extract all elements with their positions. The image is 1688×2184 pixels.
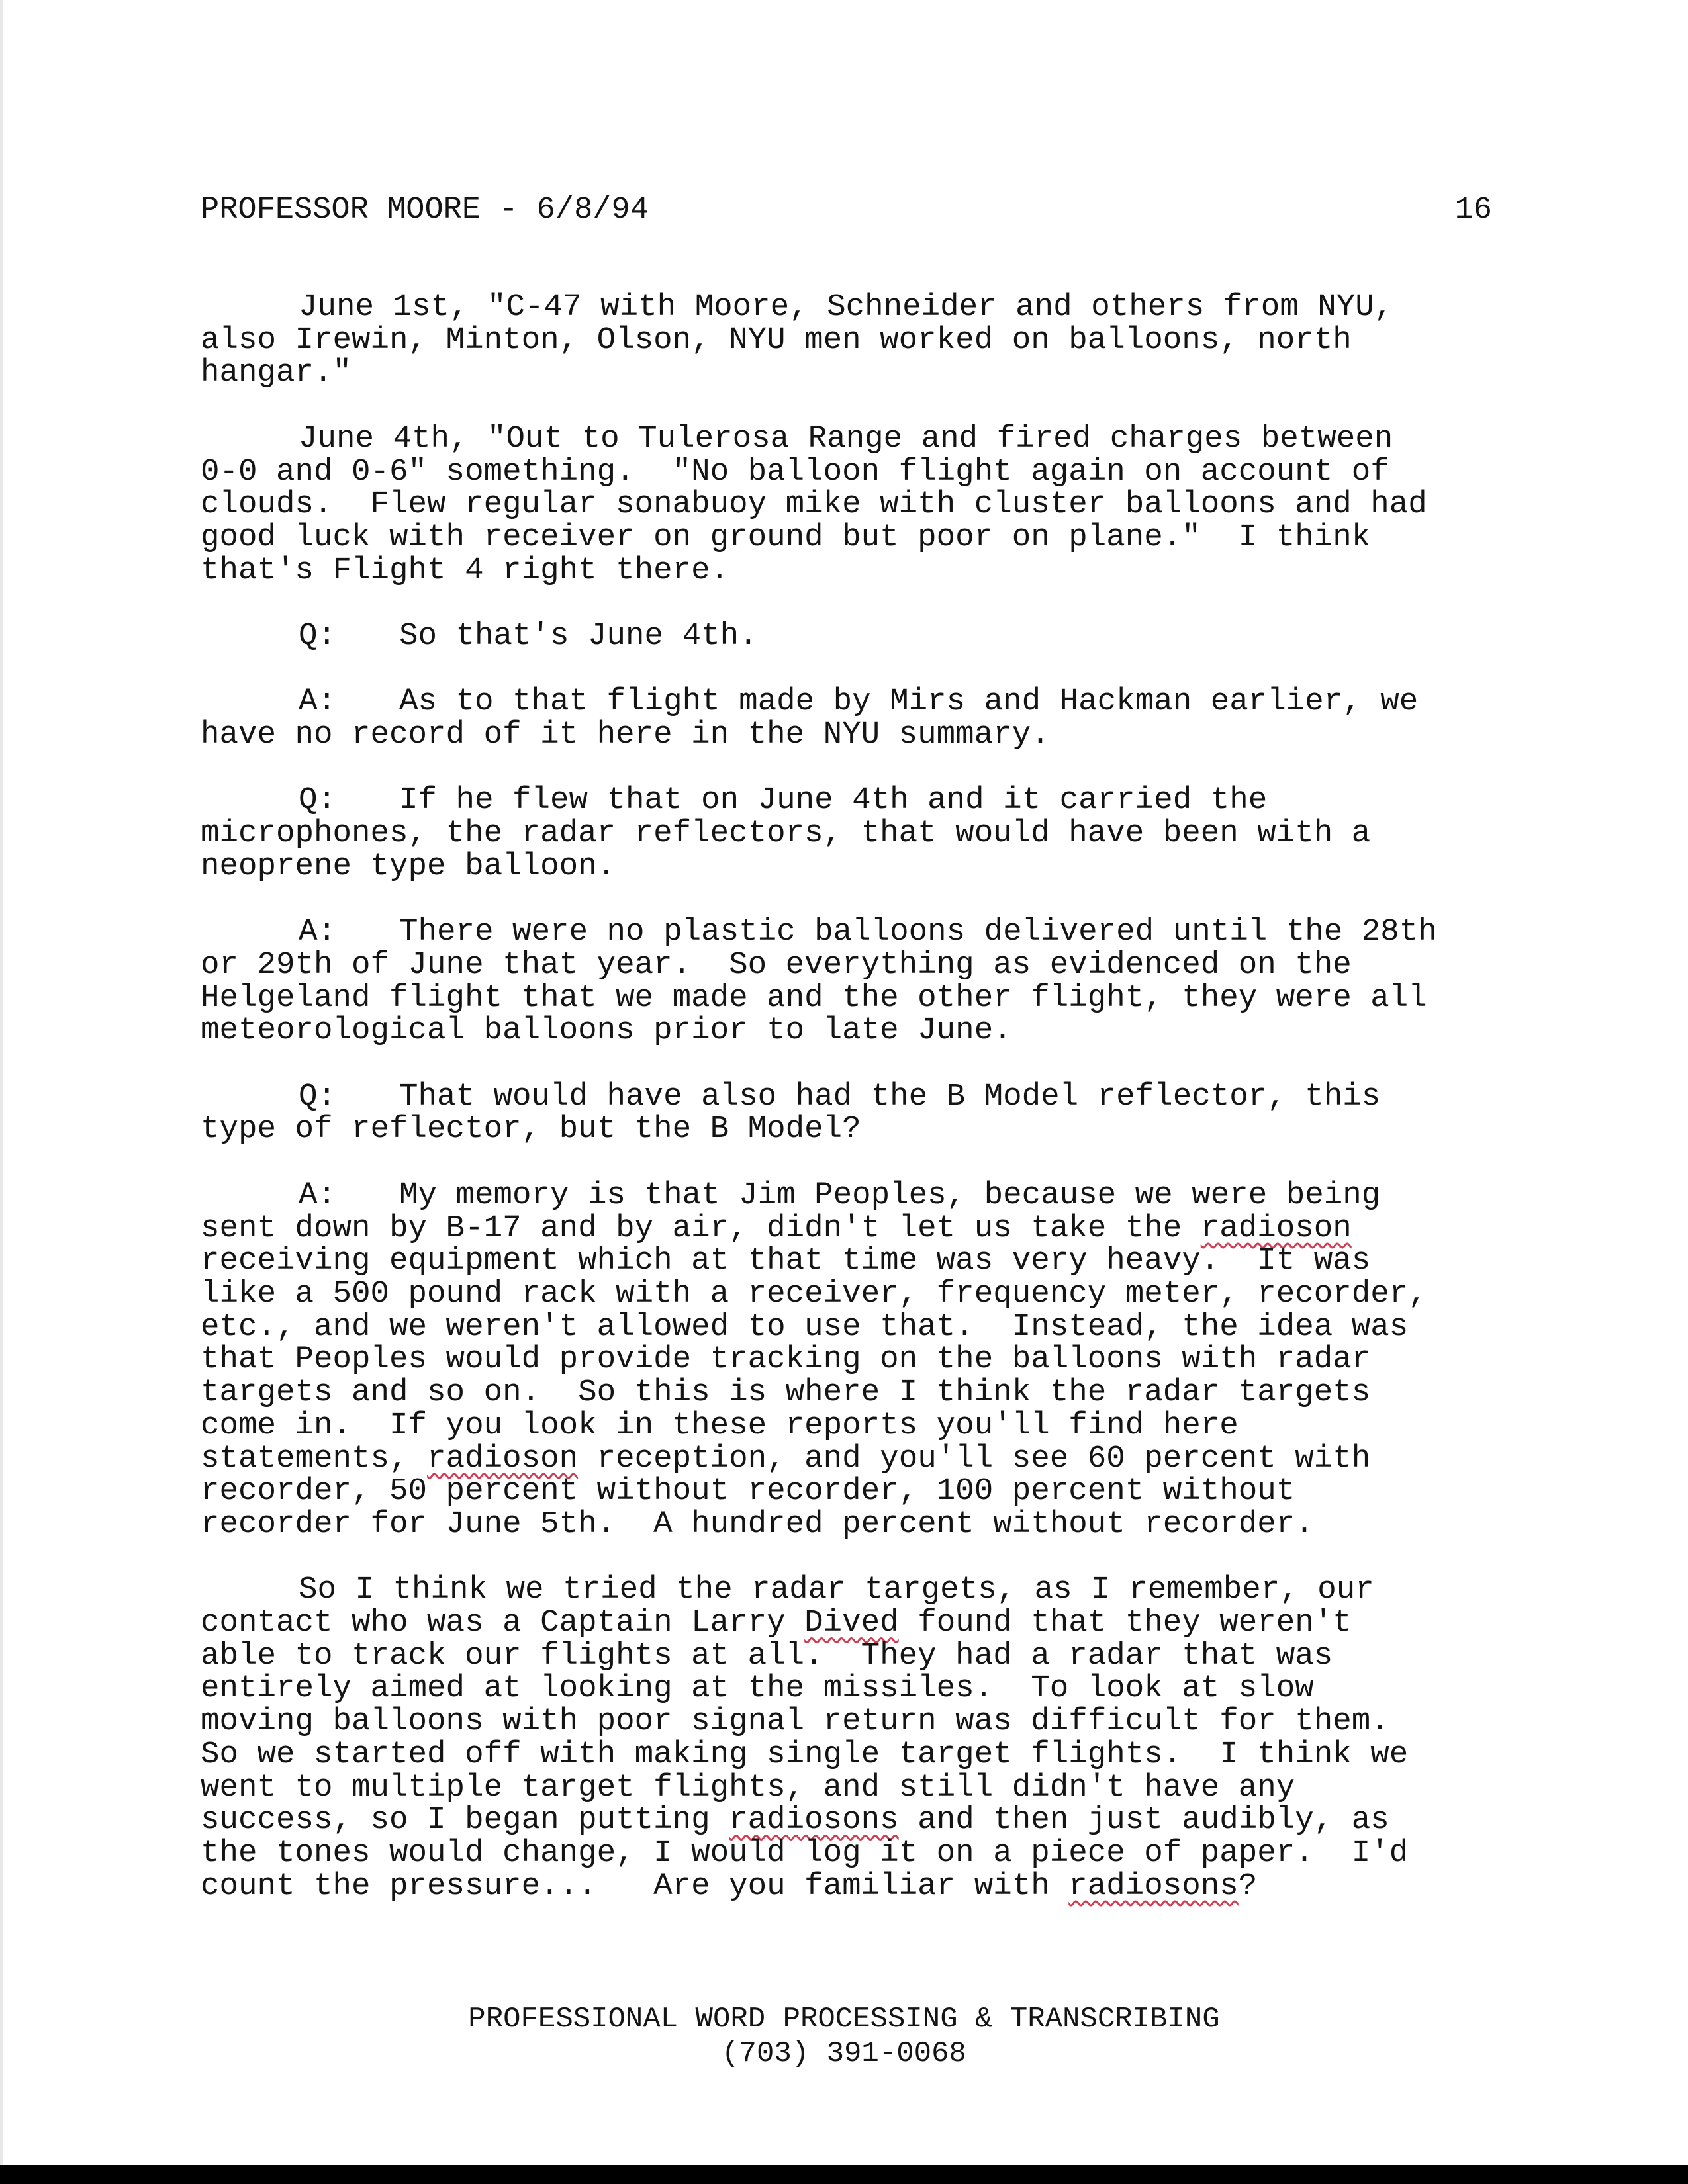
line-text: have no record of it here in the NYU summary.	[201, 717, 1050, 753]
text-line	[201, 1706, 1511, 1739]
spellcheck-marked-word: radiosons	[1068, 1868, 1239, 1904]
transcript-paragraph	[201, 420, 1511, 588]
speaker-label: A:	[299, 914, 337, 950]
spellcheck-marked-word: Dived	[804, 1605, 899, 1641]
text-line	[201, 946, 1511, 983]
line-text: that Peoples would provide tracking on the balloons with radar	[201, 1342, 1371, 1378]
line-text: count the pressure... Are you familiar with radiosons?	[201, 1868, 1258, 1904]
text-line	[201, 979, 1511, 1016]
text-line	[201, 1113, 1511, 1146]
line-text: that's Flight 4 right there.	[201, 552, 729, 588]
footer	[0, 2002, 1688, 2071]
line-text: So I think we tried the radar targets, as I remember, our	[299, 1572, 1374, 1608]
document-header-title: PROFESSOR MOORE - 6/8/94	[201, 193, 649, 228]
scan-bottom-border	[0, 2165, 1688, 2184]
line-text: moving balloons with poor signal return was difficult for them.	[201, 1704, 1389, 1740]
line-text: the tones would change, I would log it on a piece of paper. I'd	[201, 1835, 1409, 1871]
text-line	[201, 1837, 1511, 1870]
text-line	[201, 453, 1511, 490]
line-text: June 4th, "Out to Tulerosa Range and fired charges between	[299, 420, 1393, 457]
qa-paragraph	[201, 916, 1511, 1048]
text-line	[201, 420, 1511, 457]
transcript-paragraph	[201, 1574, 1511, 1903]
line-text: If he flew that on June 4th and it carried the	[399, 782, 1268, 819]
line-text: good luck with receiver on ground but poor on plane." I think	[201, 519, 1371, 555]
text-line	[201, 552, 1511, 588]
text-line	[201, 1475, 1511, 1508]
footer-phone-number: (703) 391-0068	[722, 2037, 966, 2070]
text-line	[201, 1078, 1511, 1115]
qa-paragraph	[201, 1179, 1511, 1541]
text-line	[201, 1015, 1511, 1048]
text-line	[201, 817, 1511, 850]
speaker-label: Q:	[299, 1078, 337, 1115]
line-text: My memory is that Jim Peoples, because we were being	[399, 1177, 1381, 1213]
text-line	[201, 850, 1511, 884]
qa-paragraph	[201, 784, 1511, 883]
text-line	[201, 1607, 1511, 1640]
qa-paragraph	[201, 1078, 1511, 1148]
line-text: June 1st, "C-47 with Moore, Schneider and others from NYU,	[299, 289, 1393, 325]
text-line	[201, 1804, 1511, 1837]
text-line	[201, 1769, 1511, 1805]
line-text: or 29th of June that year. So everything as evidenced on the	[201, 946, 1352, 983]
spellcheck-marked-word: radiosons	[729, 1802, 899, 1839]
text-line	[201, 1308, 1511, 1345]
text-line	[201, 1407, 1511, 1443]
line-text: hangar."	[201, 355, 352, 391]
line-text: targets and so on. So this is where I think the radar targets	[201, 1375, 1371, 1411]
line-text: As to that flight made by Mirs and Hackman earlier, we	[399, 684, 1419, 720]
text-line	[201, 916, 1511, 949]
footer-company-name: PROFESSIONAL WORD PROCESSING & TRANSCRIBING	[468, 2003, 1220, 2036]
text-line	[201, 488, 1511, 522]
line-text: success, so I began putting radiosons and then just audibly, as	[201, 1802, 1389, 1839]
line-text: Helgeland flight that we made and the other flight, they were all	[201, 979, 1427, 1016]
text-line	[201, 291, 1511, 324]
line-text: So that's June 4th.	[399, 618, 758, 654]
text-line	[201, 1637, 1511, 1674]
text-line	[201, 324, 1511, 357]
line-text: 0-0 and 0-6" something. "No balloon flight again on account of	[201, 453, 1389, 490]
line-text: receiving equipment which at that time was very heavy. It was	[201, 1243, 1371, 1279]
text-line	[201, 1212, 1511, 1246]
line-text: meteorological balloons prior to late June.	[201, 1013, 1012, 1049]
line-text: entirely aimed at looking at the missiles. To look at slow	[201, 1670, 1314, 1707]
text-line	[201, 1275, 1511, 1312]
line-text: like a 500 pound rack with a receiver, frequency meter, recorder,	[201, 1275, 1427, 1312]
text-line	[201, 1736, 1511, 1772]
line-text: come in. If you look in these reports you'll find here	[201, 1407, 1239, 1443]
line-text: contact who was a Captain Larry Dived found that they weren't	[201, 1605, 1352, 1641]
text-line	[201, 1245, 1511, 1278]
line-text: That would have also had the B Model reflector, this	[399, 1078, 1381, 1115]
text-line	[201, 1440, 1511, 1477]
speaker-label: Q:	[299, 618, 337, 654]
line-text: So we started off with making single target flights. I think we	[201, 1736, 1409, 1772]
text-line	[201, 1377, 1511, 1410]
text-line	[201, 1508, 1511, 1541]
speaker-label: A:	[299, 684, 337, 720]
page-number: 16	[1454, 193, 1492, 228]
line-text: also Irewin, Minton, Olson, NYU men worked on balloons, north	[201, 322, 1352, 358]
text-line	[201, 686, 1511, 719]
text-line	[201, 620, 1511, 653]
line-text: type of reflector, but the B Model?	[201, 1111, 861, 1148]
text-line	[201, 784, 1511, 817]
text-line	[201, 357, 1511, 390]
text-line	[201, 1870, 1511, 1903]
speaker-label: A:	[299, 1177, 337, 1213]
line-text: sent down by B-17 and by air, didn't let us take the radioson	[201, 1210, 1352, 1246]
line-text: etc., and we weren't allowed to use that. Instead, the idea was	[201, 1308, 1409, 1345]
transcript-body	[201, 291, 1511, 1936]
line-text: recorder for June 5th. A hundred percent without recorder.	[201, 1506, 1314, 1542]
text-line	[201, 1179, 1511, 1212]
line-text: recorder, 50 percent without recorder, 100 percent without	[201, 1473, 1295, 1510]
text-line	[201, 719, 1511, 752]
line-text: clouds. Flew regular sonabuoy mike with cluster balloons and had	[201, 486, 1427, 523]
line-text: There were no plastic balloons delivered until the 28th	[399, 914, 1437, 950]
spellcheck-marked-word: radioson	[427, 1440, 579, 1477]
line-text: able to track our flights at all. They had a radar that was	[201, 1637, 1333, 1674]
line-text: neoprene type balloon.	[201, 848, 616, 884]
text-line	[201, 1672, 1511, 1706]
text-line	[201, 1343, 1511, 1377]
transcript-paragraph	[201, 291, 1511, 390]
spellcheck-marked-word: radioson	[1200, 1210, 1352, 1246]
line-text: went to multiple target flights, and still didn't have any	[201, 1769, 1295, 1805]
scan-edge	[0, 0, 3, 2184]
speaker-label: Q:	[299, 782, 337, 819]
line-text: microphones, the radar reflectors, that would have been with a	[201, 815, 1371, 852]
qa-paragraph	[201, 620, 1511, 653]
line-text: statements, radioson reception, and you'll see 60 percent with	[201, 1440, 1371, 1477]
text-line	[201, 519, 1511, 555]
text-line	[201, 1574, 1511, 1607]
qa-paragraph	[201, 686, 1511, 751]
